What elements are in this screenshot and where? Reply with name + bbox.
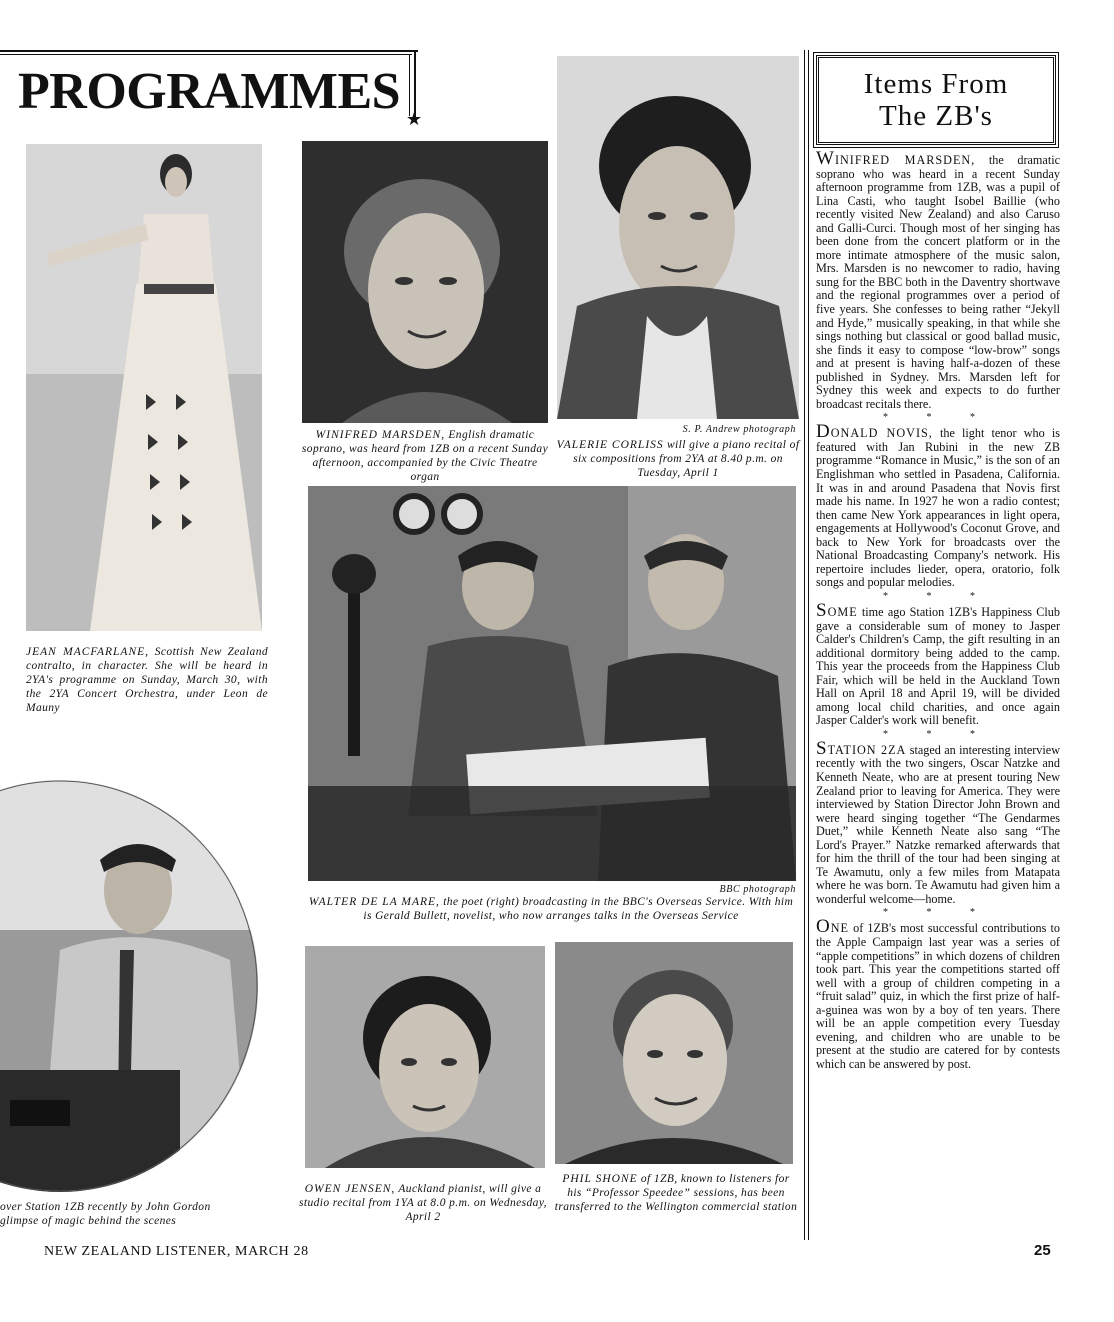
article-text: the light tenor who is featured with Jan Rubini in the new ZB programme “Romance in Music,” is the son of an Englishman who settled in Pasadena, California. It was in and around Pasadena that Novis first made his name. In 1927 he won a radio contest; then came New York appearances in light opera, engagements at Hollywood's Coconut Grove, and back to New York for broadcasts over the National Broadcasting Company's network. His repertoire includes lieder, opera, oratorio, folk songs and popular melodies.: [816, 426, 1060, 590]
article-lead: INIFRED MARSDEN,: [834, 153, 976, 167]
photo-walter-de-la-mare: [308, 486, 796, 881]
caption-john-gordon: [0, 1200, 272, 1228]
credit-valerie-photo: S. P. Andrew photograph: [682, 424, 796, 435]
photo-john-gordon: [0, 780, 260, 1192]
page-number: 25: [1034, 1242, 1051, 1259]
items-heading-line: Items From: [863, 68, 1009, 100]
caption-text: Scottish New Zealand contralto, in character. She will be heard in 2YA's programme on Sunday, March 30, with the 2YA Concert Orchestra, under Leon de Mauny: [26, 646, 268, 714]
caption-jean-macfarlane: [26, 645, 268, 715]
caption-text: the poet (right) broadcasting in the BBC's Overseas Service. With him is Gerald Bullett, novelist, who now arranges talks in the Overseas Service: [363, 896, 794, 922]
drop-letter: D: [816, 421, 831, 443]
article-happiness-club: [816, 599, 1060, 728]
article-station-2za: [816, 737, 1061, 907]
items-from-zbs-heading-box: [816, 55, 1056, 145]
column-divider-left: [804, 50, 805, 1240]
article-winifred-marsden: [816, 148, 1060, 411]
caption-phil-shone: [554, 1172, 798, 1214]
article-apple-campaign: [816, 916, 1060, 1071]
drop-letter: W: [816, 148, 835, 169]
items-heading-line: The ZB's: [879, 100, 993, 132]
caption-lead: VALERIE CORLISS: [556, 439, 664, 451]
article-text: the dramatic soprano who was heard in a recent Sunday afternoon programme from 1ZB, was a pupil of Lina Casti, who taught Isobel Baillie (who recently visited New Zealand) and also Caruso and Galli-Curci. Though most of her singing has been done from the concert platform or in the more intimate atmosphere of the music salon, Mrs. Marsden is no newcomer to radio, having sung for the BBC both in the Daventry shortwave and the regional programmes over a period of five years. She confesses to being rather “Jekyll and Hyde,” musically speaking, in that while she sings nothing but classical or good ballad music, she finds it easy to compose “low-brow” songs and at present is having half-a-dozen of these published in Sydney. Mrs. Marsden left for Sydney this week and expects to do further broadcast recitals there.: [816, 153, 1060, 411]
separator-stars: * * *: [883, 728, 993, 740]
caption-lead: WINIFRED MARSDEN,: [315, 429, 446, 441]
article-lead: ONALD NOVIS,: [830, 426, 933, 441]
caption-text: of 1ZB, known to listeners for his “Professor Speedee” sessions, has been transferred to the Wellington commercial station: [554, 1173, 798, 1213]
caption-text: English dramatic soprano, was heard from 1ZB on a recent Sunday afternoon, accompanied by the Civic Theatre organ: [301, 429, 549, 483]
footer-publication: NEW ZEALAND LISTENER, MARCH 28: [44, 1244, 309, 1259]
page-title: PROGRAMMES: [18, 63, 401, 120]
star-ornament-icon: ★: [406, 109, 423, 129]
header-rule-top: [0, 50, 418, 52]
caption-text: will give a piano recital of six compositions from 2YA at 8.40 p.m. on Tuesday, April 1: [573, 439, 800, 479]
article-donald-novis: [816, 421, 1060, 590]
caption-winifred-marsden: [300, 428, 550, 484]
photo-owen-jensen: [305, 946, 545, 1168]
separator-stars: * * *: [883, 590, 993, 602]
caption-lead: WALTER DE LA MARE,: [308, 896, 440, 908]
header-rule-right-inner: [409, 54, 410, 116]
separator-stars: * * *: [883, 907, 993, 919]
items-heading: [819, 68, 1053, 132]
caption-lead: JEAN MACFARLANE,: [26, 646, 150, 658]
caption-valerie-corliss: [555, 438, 801, 480]
photo-jean-macfarlane: [26, 144, 262, 631]
photo-winifred-marsden: [302, 141, 548, 423]
article-lead: NE: [830, 921, 849, 936]
caption-line: over Station 1ZB recently by John Gordon: [0, 1201, 211, 1213]
article-lead: TATION 2ZA: [827, 742, 907, 757]
caption-owen-jensen: [298, 1182, 548, 1224]
article-text: staged an interesting interview recently with the two singers, Oscar Natzke and Kenneth Neate, who are at present touring New Zealand prior to leaving for America. They were interviewed by Station Director John Brown and were heard singing together “The Gendarmes Duet,” while Kenneth Neate also sang “The Lord's Prayer.” Natzke remarked afterwards that for him the thrill of the tour had been singing at Te Awamutu, only a few miles from Matapata where he was born. Te Awamutu had given him a wonderful welcome—home.: [816, 742, 1061, 906]
photo-valerie-corliss: [557, 56, 799, 419]
caption-lead: OWEN JENSEN,: [304, 1183, 396, 1195]
separator-stars: * * *: [883, 412, 993, 424]
caption-walter-de-la-mare: [304, 895, 798, 923]
caption-text: Auckland pianist, will give a studio recital from 1YA at 8.0 p.m. on Wednesday, April 2: [299, 1183, 547, 1223]
article-text: time ago Station 1ZB's Happiness Club gave a considerable sum of money to Jasper Calder's Children's Camp, the gift resulting in an additional dormitory being added to the camp. This year the proceeds from the Happiness Club Fair, which will be held in the Auckland Town Hall on April 18 and April 19, will be divided among local child charities, and once again Jasper Calder's work will benefit.: [816, 604, 1060, 728]
caption-line: glimpse of magic behind the scenes: [0, 1215, 177, 1227]
photo-phil-shone: [555, 942, 793, 1164]
article-lead: OME: [827, 604, 858, 619]
credit-bbc-photo: BBC photograph: [719, 884, 796, 895]
column-divider-right: [808, 50, 809, 1240]
drop-letter: S: [816, 737, 828, 759]
header-rule-top-inner: [0, 54, 412, 55]
drop-letter: O: [816, 916, 831, 938]
drop-letter: S: [816, 599, 828, 621]
article-text: of 1ZB's most successful contributions to the Apple Campaign last year was a series of “apple competitions” in which dozens of children took part. This year the competitions started off well with a group of children competing in a “fruit salad” quiz, in which the first prize of half-a-guinea was won by a boy of ten years. There will be an apple competition every Tuesday evening, and children who are unable to be present at the studio are catered for by contests which can be answered by post.: [816, 921, 1060, 1071]
caption-lead: PHIL SHONE: [562, 1173, 638, 1185]
zb-items-column: [816, 148, 1061, 1071]
